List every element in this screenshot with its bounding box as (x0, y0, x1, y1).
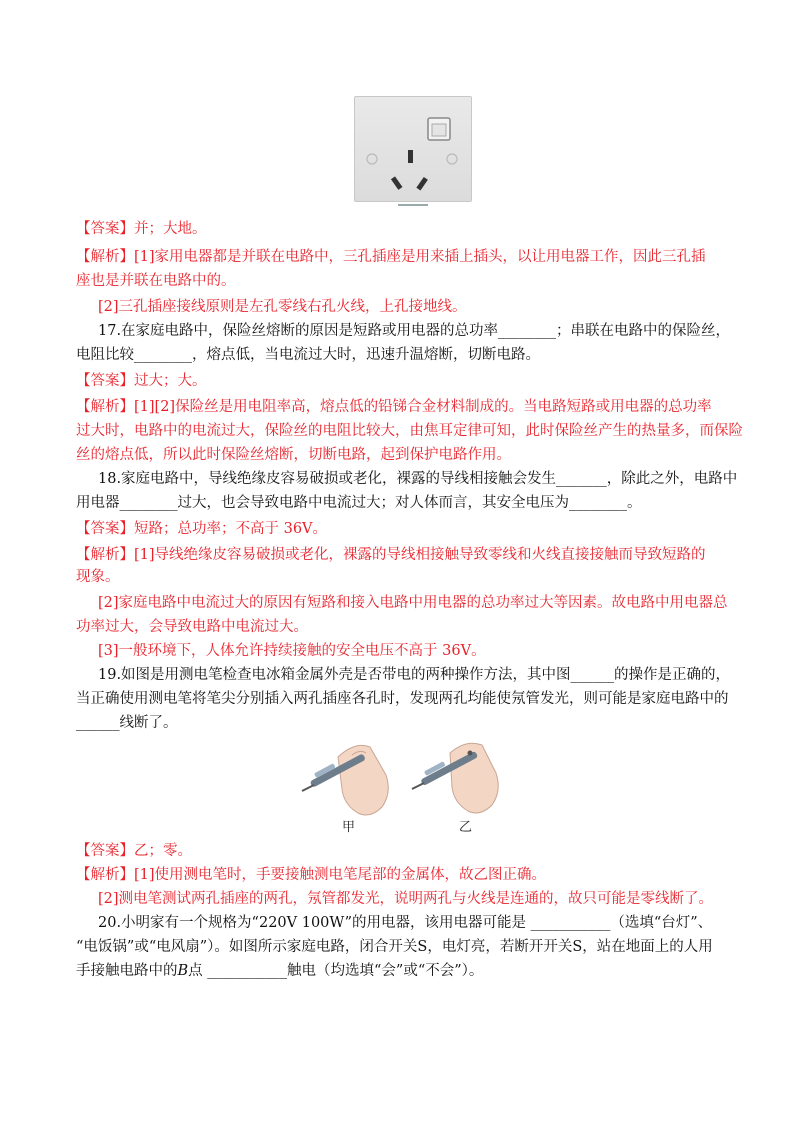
q18-question-a: 18.家庭电路中，导线绝缘皮容易破损或老化，裸露的导线相接触会发生_______，除此之外，电路中 (98, 471, 738, 487)
q16-answer (76, 220, 726, 238)
figure-label-jia: 甲 (342, 820, 356, 835)
q20-question-a: 20.小明家有一个规格为“220V 100W”的用电器，该用电器可能是 ___________（选填“台灯”、 (98, 915, 713, 931)
answer-label: 【答案】 (76, 521, 134, 537)
q18-question-b: 用电器________过大，也会导致电路中电流过大；对人体而言，其安全电压为________。 (76, 495, 642, 511)
q19-analysis-2: [2]测电笔测试两孔插座的两孔，氖管都发光，说明两孔与火线是连通的，故只可能是零线断了。 (98, 891, 714, 907)
analysis-text: [1]家用电器都是并联在电路中，三孔插座是用来插上插头，以让用电器工作，因此三孔插 (134, 249, 706, 265)
answer-text: 并；大地。 (134, 221, 207, 237)
answer-text: 过大；大。 (134, 373, 207, 389)
answer-text: 短路；总功率；不高于 36V。 (134, 521, 328, 537)
q17-analysis-a (76, 398, 726, 416)
question-text: 手接触电路中的 (76, 963, 178, 979)
q18-answer (76, 520, 726, 538)
q17-answer (76, 372, 726, 390)
q16-analysis-2: [2]三孔插座接线原则是左孔零线右孔火线，上孔接地线。 (98, 299, 467, 315)
answer-label: 【答案】 (76, 221, 134, 237)
analysis-label: 【解析】 (76, 547, 134, 563)
analysis-text: [1]使用测电笔时，手要接触测电笔尾部的金属体，故乙图正确。 (134, 867, 547, 883)
analysis-text: [1][2]保险丝是用电阻率高，熔点低的铅锑合金材料制成的。当电路短路或用电器的总功率 (134, 399, 712, 415)
analysis-text: [1]导线绝缘皮容易破损或老化，裸露的导线相接触导致零线和火线直接接触而导致短路的 (134, 547, 706, 563)
q18-analysis-2a: [2]家庭电路中电流过大的原因有短路和接入电路中用电器的总功率过大等因素。故电路中用电器总 (98, 595, 728, 611)
analysis-label: 【解析】 (76, 249, 134, 265)
three-pin-socket-figure (354, 96, 470, 206)
q19-answer (76, 842, 726, 860)
answer-label: 【答案】 (76, 843, 134, 859)
q18-analysis-1b: 现象。 (76, 569, 120, 585)
answer-label: 【答案】 (76, 373, 134, 389)
q17-question-a: 17.在家庭电路中，保险丝熔断的原因是短路或用电器的总功率________；串联在电路中的保险丝， (98, 323, 731, 339)
q20-question-c (76, 962, 726, 980)
answer-text: 乙；零。 (134, 843, 192, 859)
test-pen-hands-icon (300, 735, 510, 825)
q18-analysis-1a (76, 546, 726, 564)
socket-icon (354, 96, 470, 200)
point-b-label: B (177, 963, 189, 979)
analysis-label: 【解析】 (76, 867, 134, 883)
q19-question-c: ______线断了。 (76, 715, 178, 731)
q18-analysis-3: [3]一般环境下，人体允许持续接触的安全电压不高于 36V。 (98, 643, 486, 659)
q17-question-b: 电阻比较________，熔点低，当电流过大时，迅速升温熔断，切断电路。 (76, 347, 540, 363)
q20-question-b: “电饭锅”或“电风扇”）。如图所示家庭电路，闭合开关S，电灯亮，若断开开关S，站在地面上的人用 (76, 939, 713, 955)
q19-analysis-1 (76, 866, 726, 884)
q16-analysis-1b: 座也是并联在电路中的。 (76, 273, 236, 289)
q19-question-b: 当正确使用测电笔将笔尖分别插入两孔插座各孔时，发现两孔均能使氖管发光，则可能是家庭电路中的 (76, 691, 729, 707)
analysis-label: 【解析】 (76, 399, 134, 415)
q19-question-a: 19.如图是用测电笔检查电冰箱金属外壳是否带电的两种操作方法，其中图______的操作是正确的， (98, 667, 731, 683)
figure-label-yi: 乙 (459, 820, 473, 835)
question-text: 点 ___________触电（均选填“会”或“不会”）。 (188, 963, 484, 979)
test-pen-figure (300, 735, 510, 825)
figure-caption-mark (398, 204, 428, 206)
q17-analysis-c: 丝的熔点低，所以此时保险丝熔断，切断电路，起到保护电路作用。 (76, 447, 511, 463)
q18-analysis-2b: 功率过大，会导致电路中电流过大。 (76, 619, 308, 635)
q16-analysis-1a (76, 248, 726, 266)
q17-analysis-b: 过大时，电路中的电流过大，保险丝的电阻比较大，由焦耳定律可知，此时保险丝产生的热量多，而保险 (76, 423, 743, 439)
